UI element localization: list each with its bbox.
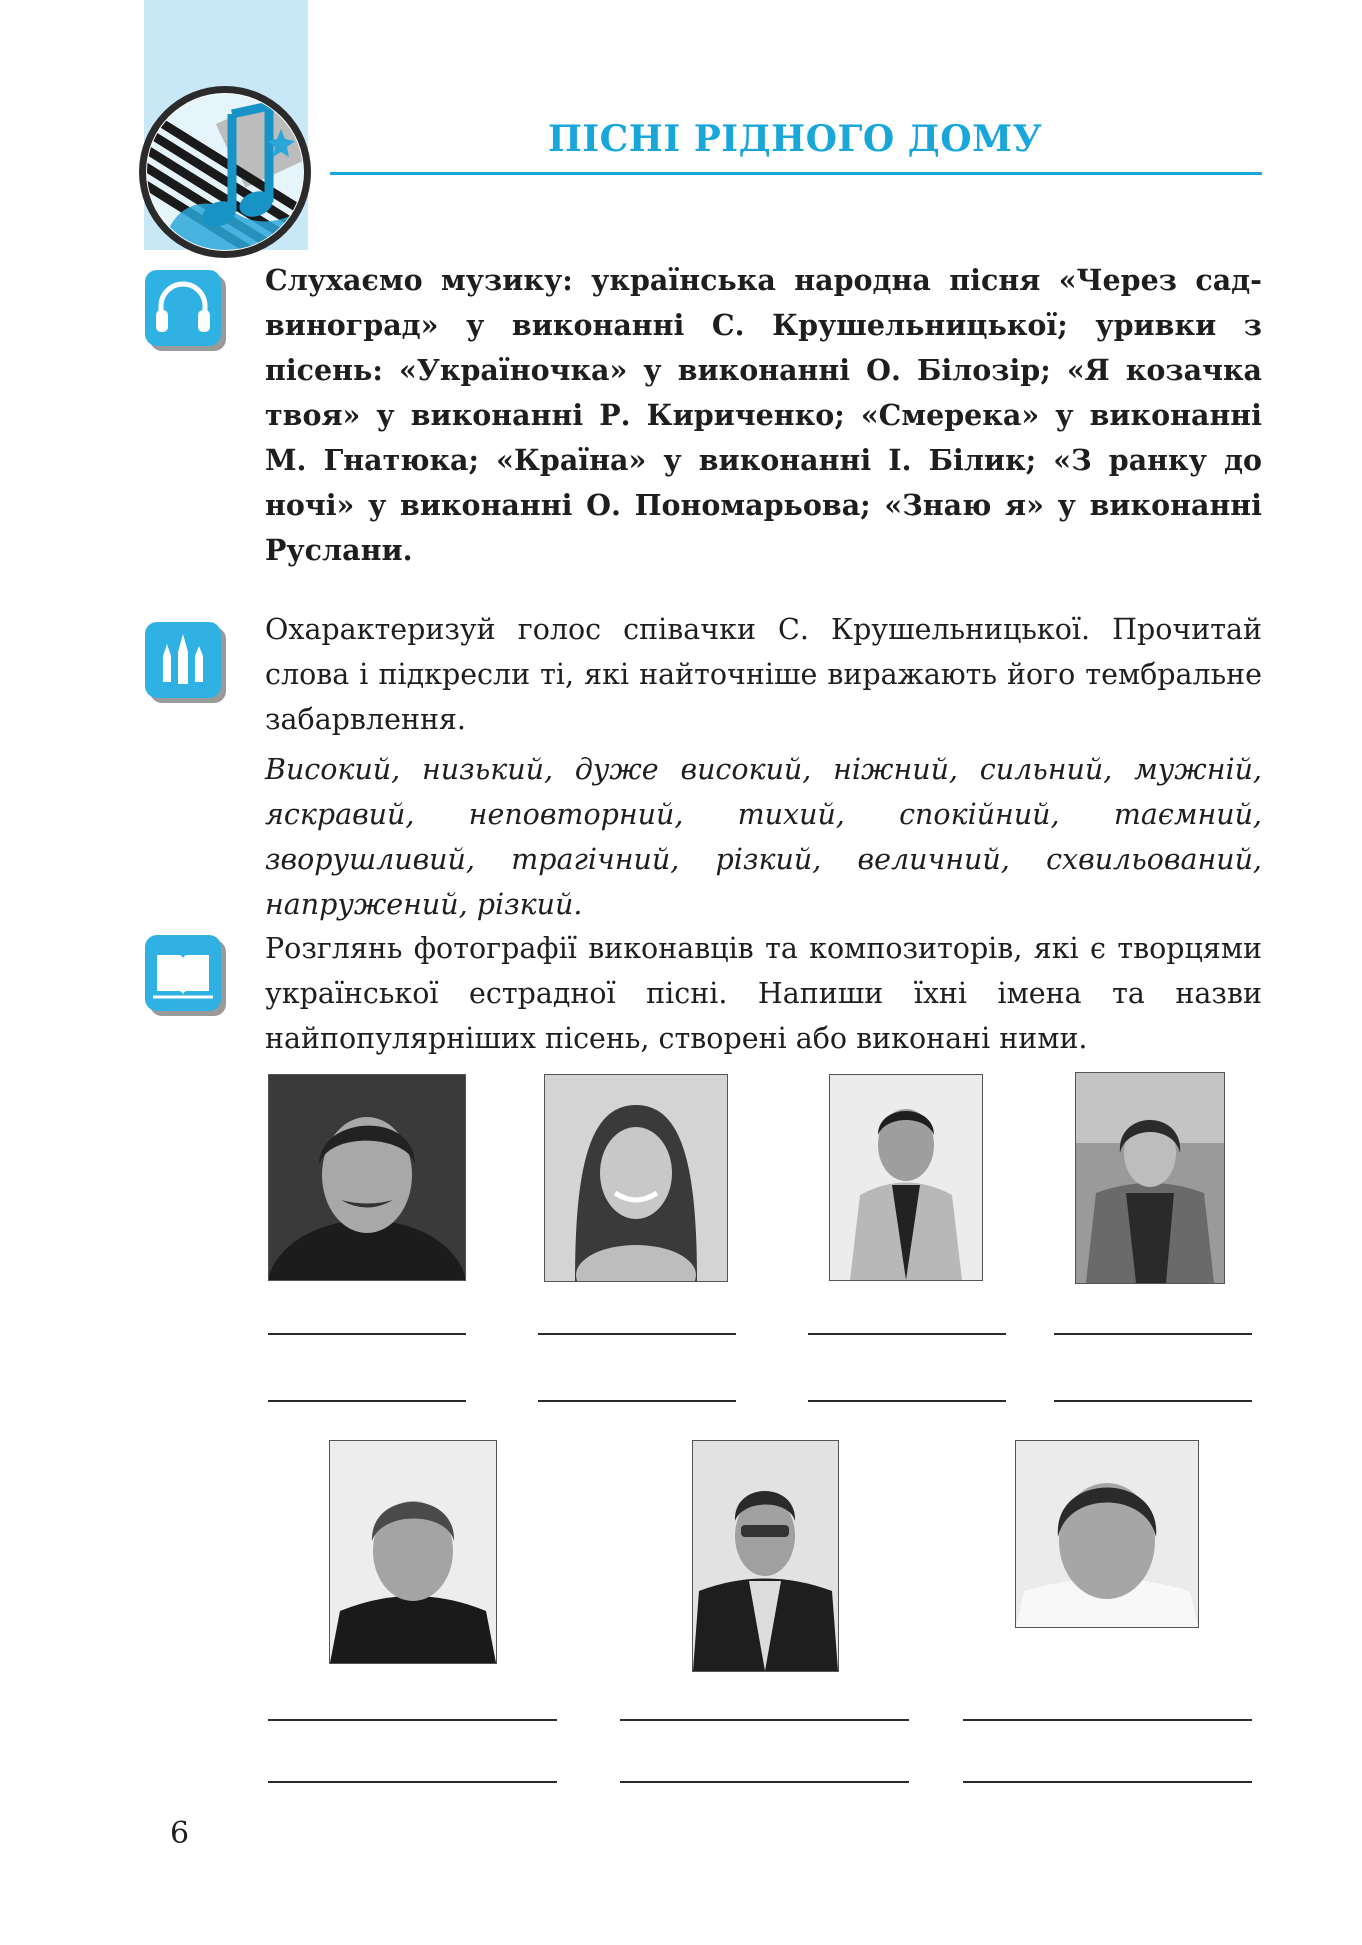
portrait-photo-5	[329, 1440, 497, 1664]
portrait-photo-1	[268, 1074, 466, 1281]
portrait-photo-4	[1075, 1072, 1225, 1284]
voice-task-text: Охарактеризуй голос співачки С. Крушельницької. Прочитай слова і підкресли ті, які найточніше виражають його тембральне забарвлення.	[265, 613, 1262, 736]
answer-line[interactable]	[808, 1400, 1006, 1402]
headphones-icon	[145, 270, 221, 346]
page-number: 6	[170, 1816, 190, 1851]
answer-line[interactable]	[268, 1781, 557, 1783]
answer-line[interactable]	[268, 1400, 466, 1402]
photo-task-text: Розглянь фотографії виконавців та композиторів, які є творцями української естрадної пісні. Напиши їхні імена та назви найпопулярніших пісень, створені або виконані ними.	[265, 932, 1262, 1055]
listening-text: Слухаємо музику: українська народна пісня «Через сад-виноград» у виконанні С. Крушельницької; уривки з пісень: «Україночка» у виконанні О. Білозір; «Я козачка твоя» у виконанні Р. Кириченко; «Смерека» у виконанні М. Гнатюка; «Країна» у виконанні І. Білик; «З ранку до ночі» у виконанні О. Пономарьова; «Знаю я» у виконанні Руслани.	[265, 263, 1262, 567]
answer-line[interactable]	[620, 1781, 909, 1783]
portrait-photo-6	[692, 1440, 839, 1672]
portrait-photo-3	[829, 1074, 983, 1281]
answer-line[interactable]	[808, 1333, 1006, 1335]
answer-line[interactable]	[268, 1719, 557, 1721]
answer-line[interactable]	[268, 1333, 466, 1335]
answer-line[interactable]	[963, 1719, 1252, 1721]
music-note-emblem-icon	[137, 84, 313, 260]
brushes-pencils-icon	[145, 622, 221, 698]
answer-line[interactable]	[538, 1333, 736, 1335]
portrait-photo-2	[544, 1074, 728, 1282]
voice-words-list: Високий, низький, дуже високий, ніжний, сильний, мужній, яскравий, неповторний, тихий, спокійний, таємний, зворушливий, трагічний, різкий, величний, схвильований, напружений, різкий.	[265, 753, 1262, 921]
open-book-icon	[145, 935, 221, 1011]
answer-line[interactable]	[963, 1781, 1252, 1783]
page-title: ПІСНІ РІДНОГО ДОМУ	[547, 118, 1043, 160]
title-underline	[330, 172, 1262, 175]
answer-line[interactable]	[1054, 1333, 1252, 1335]
answer-line[interactable]	[620, 1719, 909, 1721]
answer-line[interactable]	[1054, 1400, 1252, 1402]
answer-line[interactable]	[538, 1400, 736, 1402]
portrait-photo-7	[1015, 1440, 1199, 1628]
